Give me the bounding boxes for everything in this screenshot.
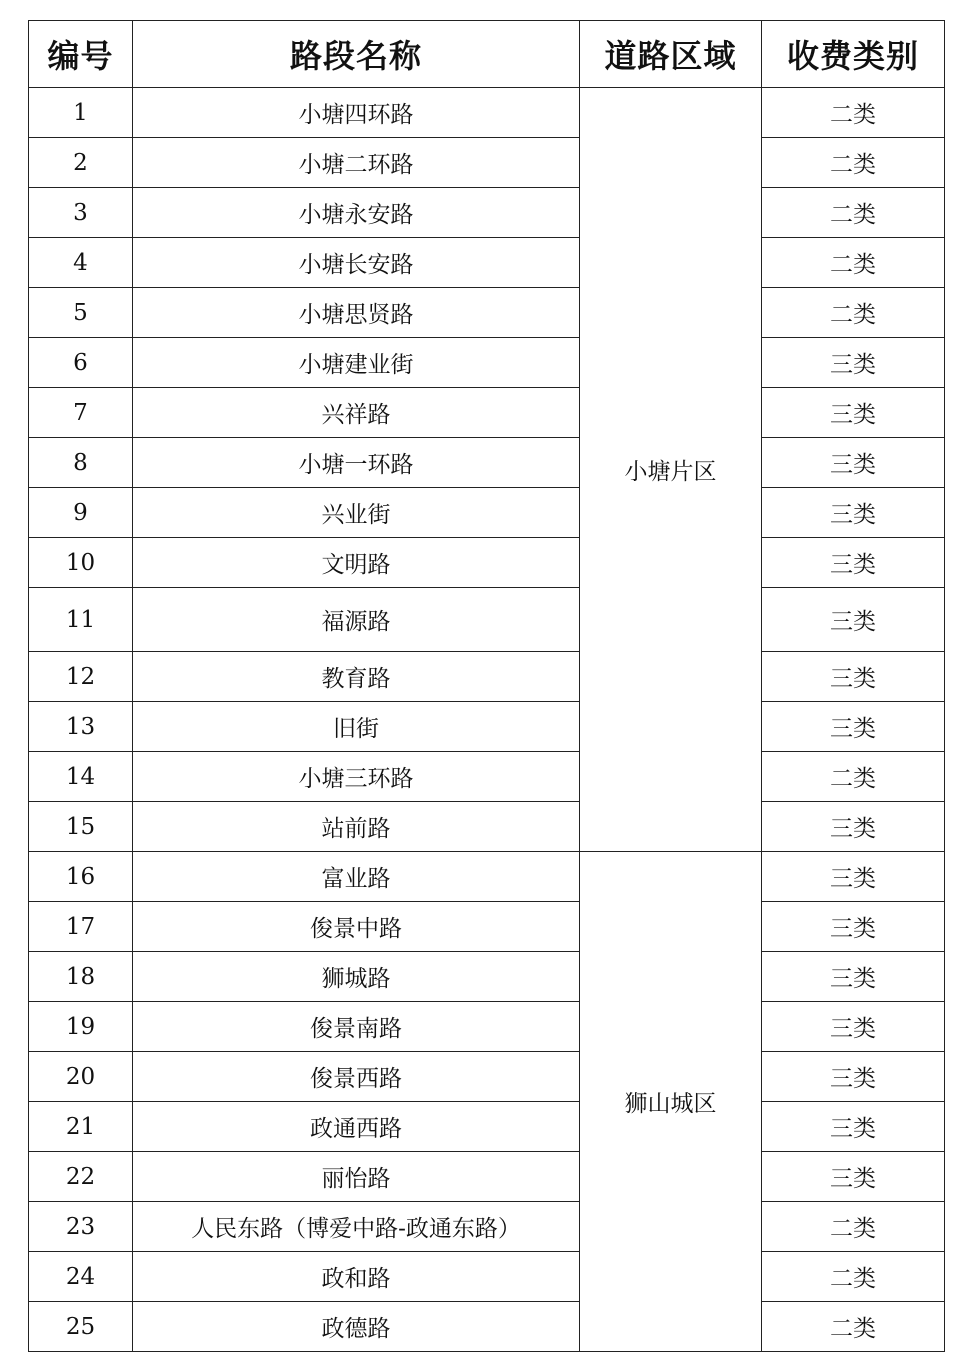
- cell-number: 16: [29, 852, 133, 902]
- cell-road-name: 小塘长安路: [133, 238, 580, 288]
- table-row: [29, 702, 945, 752]
- cell-number: 15: [29, 802, 133, 852]
- cell-category: 二类: [762, 188, 945, 238]
- table-row: [29, 488, 945, 538]
- cell-number: 4: [29, 238, 133, 288]
- cell-road-name: 狮城路: [133, 952, 580, 1002]
- road-fee-table: [28, 20, 945, 1352]
- cell-number: 21: [29, 1102, 133, 1152]
- cell-road-name: 俊景南路: [133, 1002, 580, 1052]
- cell-category: 二类: [762, 752, 945, 802]
- cell-category: 三类: [762, 652, 945, 702]
- cell-number: 6: [29, 338, 133, 388]
- table-row: [29, 588, 945, 652]
- cell-category: 三类: [762, 388, 945, 438]
- cell-number: 25: [29, 1302, 133, 1352]
- table-row: [29, 652, 945, 702]
- cell-category: 三类: [762, 702, 945, 752]
- cell-area-xiaotang: 小塘片区: [580, 88, 762, 852]
- table-row: [29, 138, 945, 188]
- header-number: 编号: [29, 21, 133, 88]
- cell-road-name: 旧街: [133, 702, 580, 752]
- table-row: [29, 1152, 945, 1202]
- cell-number: 23: [29, 1202, 133, 1252]
- cell-road-name: 丽怡路: [133, 1152, 580, 1202]
- cell-category: 三类: [762, 488, 945, 538]
- cell-number: 12: [29, 652, 133, 702]
- table-row: [29, 438, 945, 488]
- cell-road-name: 小塘一环路: [133, 438, 580, 488]
- cell-road-name: 小塘建业街: [133, 338, 580, 388]
- table-row: [29, 238, 945, 288]
- table-row: [29, 1252, 945, 1302]
- cell-category: 三类: [762, 1052, 945, 1102]
- table-row: [29, 1202, 945, 1252]
- cell-road-name: 俊景中路: [133, 902, 580, 952]
- cell-category: 二类: [762, 288, 945, 338]
- table-row: [29, 188, 945, 238]
- cell-category: 三类: [762, 1102, 945, 1152]
- cell-road-name: 小塘永安路: [133, 188, 580, 238]
- cell-number: 20: [29, 1052, 133, 1102]
- cell-number: 9: [29, 488, 133, 538]
- cell-category: 二类: [762, 1302, 945, 1352]
- cell-category: 三类: [762, 338, 945, 388]
- cell-number: 7: [29, 388, 133, 438]
- header-road-name: 路段名称: [133, 21, 580, 88]
- header-row: [29, 21, 945, 88]
- cell-number: 2: [29, 138, 133, 188]
- table-row: [29, 338, 945, 388]
- cell-road-name: 小塘思贤路: [133, 288, 580, 338]
- table-row: [29, 802, 945, 852]
- cell-number: 1: [29, 88, 133, 138]
- cell-category: 三类: [762, 952, 945, 1002]
- cell-road-name: 站前路: [133, 802, 580, 852]
- cell-category: 二类: [762, 1202, 945, 1252]
- cell-category: 三类: [762, 438, 945, 488]
- cell-road-name: 福源路: [133, 588, 580, 652]
- cell-number: 19: [29, 1002, 133, 1052]
- cell-road-name: 文明路: [133, 538, 580, 588]
- table-row: [29, 88, 945, 138]
- cell-number: 10: [29, 538, 133, 588]
- cell-number: 3: [29, 188, 133, 238]
- cell-category: 三类: [762, 852, 945, 902]
- table-row: [29, 288, 945, 338]
- cell-number: 22: [29, 1152, 133, 1202]
- cell-category: 二类: [762, 238, 945, 288]
- cell-road-name: 教育路: [133, 652, 580, 702]
- cell-category: 三类: [762, 902, 945, 952]
- cell-road-name: 政通西路: [133, 1102, 580, 1152]
- table-row: [29, 902, 945, 952]
- cell-road-name: 俊景西路: [133, 1052, 580, 1102]
- cell-number: 14: [29, 752, 133, 802]
- cell-road-name: 兴业街: [133, 488, 580, 538]
- cell-category: 三类: [762, 538, 945, 588]
- table-row: [29, 388, 945, 438]
- cell-category: 三类: [762, 1152, 945, 1202]
- table-row: [29, 752, 945, 802]
- cell-number: 8: [29, 438, 133, 488]
- cell-road-name: 小塘三环路: [133, 752, 580, 802]
- cell-road-name: 人民东路（博爱中路-政通东路）: [133, 1202, 580, 1252]
- cell-category: 二类: [762, 1252, 945, 1302]
- cell-number: 17: [29, 902, 133, 952]
- cell-category: 二类: [762, 88, 945, 138]
- cell-road-name: 富业路: [133, 852, 580, 902]
- table-row: [29, 1102, 945, 1152]
- cell-category: 二类: [762, 138, 945, 188]
- table-row: [29, 952, 945, 1002]
- table-row: [29, 1052, 945, 1102]
- cell-number: 18: [29, 952, 133, 1002]
- cell-number: 13: [29, 702, 133, 752]
- cell-road-name: 小塘二环路: [133, 138, 580, 188]
- cell-number: 24: [29, 1252, 133, 1302]
- cell-category: 三类: [762, 1002, 945, 1052]
- cell-area-shishan: 狮山城区: [580, 852, 762, 1352]
- cell-number: 11: [29, 588, 133, 652]
- cell-category: 三类: [762, 588, 945, 652]
- table-row: [29, 1002, 945, 1052]
- table-row: [29, 1302, 945, 1352]
- cell-road-name: 小塘四环路: [133, 88, 580, 138]
- cell-road-name: 兴祥路: [133, 388, 580, 438]
- header-area: 道路区域: [580, 21, 762, 88]
- table-row: [29, 538, 945, 588]
- cell-road-name: 政和路: [133, 1252, 580, 1302]
- header-fee-category: 收费类别: [762, 21, 945, 88]
- cell-number: 5: [29, 288, 133, 338]
- cell-category: 三类: [762, 802, 945, 852]
- table-row: [29, 852, 945, 902]
- cell-road-name: 政德路: [133, 1302, 580, 1352]
